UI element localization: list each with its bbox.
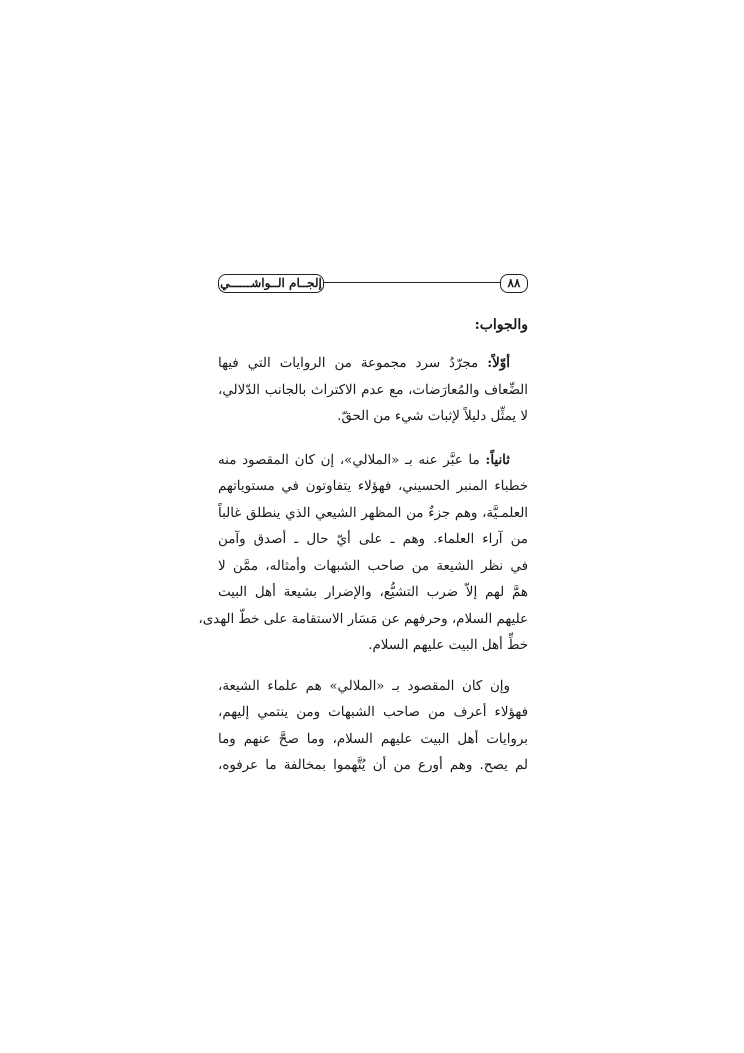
text-line: من آراء العلماء. وهم ـ على أيّ حال ـ أصدق وآمن: [218, 532, 528, 547]
paragraph-first: [218, 350, 528, 431]
text-line: في نظر الشيعة من صاحب الشبهات وأمثاله، ممَّن لا: [218, 558, 528, 574]
paragraph-third: [218, 674, 528, 780]
text-line: أوّلاً: مجرّدُ سرد مجموعة من الروايات التي فيها: [218, 355, 510, 371]
text-line: خطباء المنبر الحسيني، فهؤلاء يتفاوتون في مستوياتهم: [218, 479, 528, 494]
text-line: ثانياً: ما عبَّر عنه بـ «الملالي»، إن كان المقصود منه: [218, 451, 510, 468]
text-line: همَّ لهم إلاّ ضرب التشيُّع، والإضرار بشيعة أهل البيت: [218, 585, 528, 600]
text-line: لا يمثِّل دليلاً لإثبات شيء من الحقّ.: [337, 409, 528, 424]
text-line: لم يصح. وهم أورع من أن يُتَّهموا بمخالفة ما عرفوه،: [218, 758, 528, 773]
paragraph-second: [198, 447, 528, 660]
book-page: [198, 272, 528, 780]
page-number: ٨٨: [500, 274, 528, 293]
answer-heading: والجواب:: [474, 317, 528, 333]
text-line: الضِّعاف والمُعارَضات، مع عدم الاكتراث بالجانب الدّلالي،: [218, 382, 528, 398]
text-line: فهؤلاء أعرف من صاحب الشبهات ومن ينتمي إليهم،: [218, 705, 528, 720]
header-rule: [324, 282, 500, 283]
text-line: بروايات أهل البيت عليهم السلام، وما صحَّ عنهم وما: [218, 731, 528, 747]
text-line: عليهم السلام، وحرفهم عن مَسَار الاستقامة على خطّ الهدى،: [198, 611, 528, 627]
running-title: إلجــام الــواشــــــي: [218, 274, 324, 293]
paragraph-lead-word: أوّلاً:: [487, 355, 510, 371]
page-header: [218, 272, 528, 296]
text-line: خطِّ أهل البيت عليهم السلام.: [368, 638, 528, 653]
text-line: وإن كان المقصود بـ «الملالي» هم علماء الشيعة،: [218, 678, 510, 694]
paragraph-lead-word: ثانياً:: [485, 451, 510, 468]
text-line: العلمـيَّة، وهم جزءٌ من المظهر الشيعي الذي ينطلق غالباً: [218, 505, 528, 521]
